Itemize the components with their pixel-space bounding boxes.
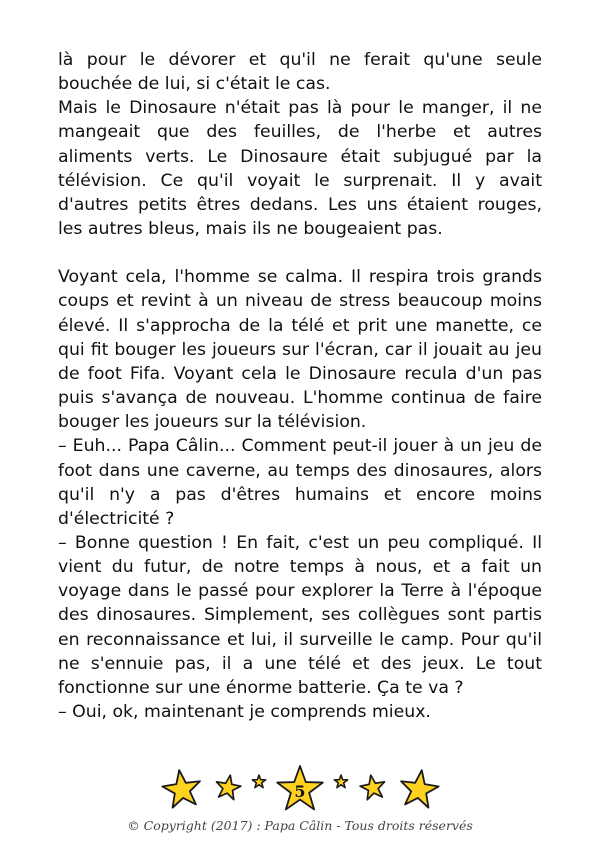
star-ornament — [0, 764, 600, 812]
story-text — [58, 48, 542, 724]
dialogue-line: – Oui, ok, maintenant je comprends mieux. — [58, 702, 431, 723]
star-icon — [334, 775, 347, 788]
dialogue-line: – Bonne question ! En fait, c'est un peu compliqué. Il vient du futur, de notre temps à nous, et a fait un voyage dans le passé pour explorer la Terre à l'époque des dinosaures. Simplement, ses collègues sont partis en reconnaissance et lui, il surveille le camp. Pour qu'il ne s'ennuie pas, il a une télé et des jeux. Le tout fonctionne sur une énorme batterie. Ça te va ? — [58, 532, 542, 698]
star-icon — [214, 773, 242, 800]
dialogue-line: – Euh... Papa Câlin... Comment peut-il jouer à un jeu de foot dans une caverne, au temps des dinosaures, alors qu'il n'y a pas d'êtres humains et encore moins d'électricité ? — [58, 436, 542, 529]
star-icon — [160, 768, 203, 809]
star-icon — [252, 775, 265, 788]
star-icon — [359, 773, 387, 800]
story-paragraph: là pour le dévorer et qu'il ne ferait qu'une seule bouchée de lui, si c'était le cas. — [58, 50, 542, 95]
page-number: 5 — [294, 782, 306, 801]
paragraph-spacer — [58, 241, 542, 265]
story-paragraph: Mais le Dinosaure n'était pas là pour le manger, il ne mangeait que des feuilles, de l'herbe et autres aliments verts. Le Dinosaure était subjugué par la télévision. Ce qu'il voyait le surprenait. Il y avait d'autres petits êtres dedans. Les uns étaient rouges, les autres bleus, mais ils ne bougeaient pas. — [58, 98, 542, 240]
star-icon — [398, 768, 441, 809]
story-paragraph: Voyant cela, l'homme se calma. Il respira trois grands coups et revint à un niveau de stress beaucoup moins élevé. Il s'approcha de la télé et prit une manette, ce qui fit bouger les joueurs sur l'écran, car il jouait au jeu de foot Fifa. Voyant cela le Dinosaure recula d'un pas puis s'avança de nouveau. L'homme continua de faire bouger les joueurs sur la télévision. — [58, 267, 542, 433]
copyright-notice: © Copyright (2017) : Papa Câlin - Tous droits réservés — [127, 818, 473, 833]
